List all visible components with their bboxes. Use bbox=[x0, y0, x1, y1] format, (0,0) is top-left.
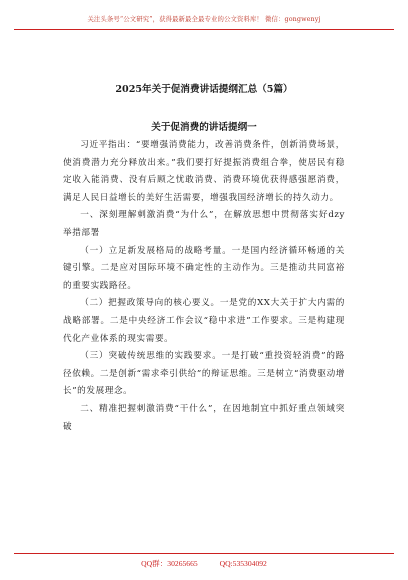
paragraph: （一）立足新发展格局的战略考量。一是国内经济循环畅通的关键引擎。二是应对国际环境不确定性的主动作为。三是推动共同富裕的重要实践路径。 bbox=[63, 245, 345, 291]
page-header-banner: 关注头条号“公文研究”，获得最新最全最专业的公文资料库！ 微信：gongwenyj bbox=[87, 15, 321, 23]
paragraph: 二、精准把握刺激消费“干什么”，在因地制宜中抓好重点领域突破 bbox=[63, 403, 345, 432]
paragraph: 习近平指出：“要增强消费能力，改善消费条件，创新消费场景，使消费潜力充分释放出来。”我们要打好提振消费组合拳，使居民有稳定收入能消费、没有后顾之忧敢消费、消费环境优获得感强愿消费，满足人民日益增长的美好生活需要，增强我国经济增长的持久动力。 bbox=[63, 140, 345, 203]
paragraph: （二）把握政策导向的核心要义。一是党的XX大关于扩大内需的战略部署。二是中央经济工作会议“稳中求进”工作要求。三是构建现代化产业体系的现实需要。 bbox=[63, 298, 345, 344]
header-divider bbox=[14, 29, 394, 30]
paragraph: 一、深刻理解刺激消费“为什么”，在解放思想中贯彻落实好dzy举措部署 bbox=[63, 210, 345, 238]
footer-qq-group: QQ群：30265665 bbox=[141, 559, 198, 568]
document-title: 2025年关于促消费讲话提纲汇总（5篇） bbox=[115, 84, 293, 95]
page-footer bbox=[0, 558, 408, 569]
document-body bbox=[63, 137, 345, 436]
footer-divider bbox=[14, 553, 394, 554]
section-title: 关于促消费的讲话提纲一 bbox=[151, 122, 257, 133]
footer-qq-contact: QQ:535304092 bbox=[219, 559, 267, 568]
paragraph: （三）突破传统思维的实践要求。一是打破“重投资轻消费”的路径依赖。二是创新“需求牵引供给”的辩证思维。三是树立“消费驱动增长”的发展理念。 bbox=[63, 351, 345, 397]
